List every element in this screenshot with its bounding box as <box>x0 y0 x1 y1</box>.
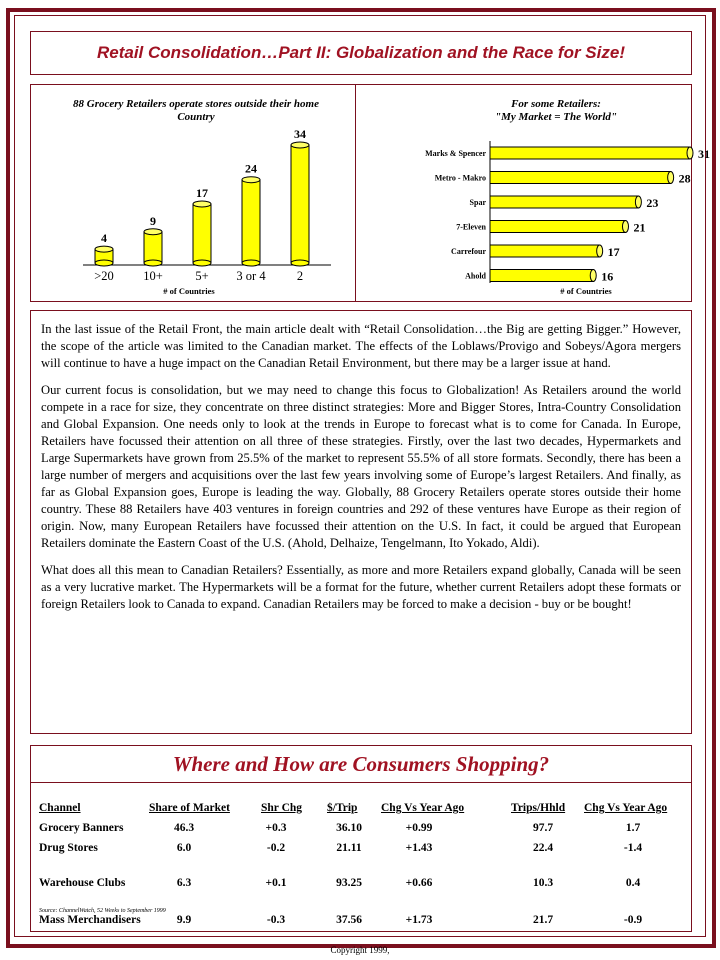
channel-cell: Drug Stores <box>39 842 98 854</box>
chart1-bar-base <box>193 260 211 266</box>
value-cell: -0.3 <box>266 914 286 926</box>
value-cell: +0.1 <box>265 877 287 889</box>
value-cell: +1.43 <box>405 842 433 854</box>
channel-cell: Warehouse Clubs <box>39 877 126 889</box>
chart2-tick-label: Metro - Makro <box>434 173 486 183</box>
value-cell: -0.9 <box>623 914 643 926</box>
chart1-tick-label: 3 or 4 <box>236 269 266 283</box>
value-cell: -0.2 <box>266 842 286 854</box>
chart2-tick-label: Ahold <box>465 271 486 281</box>
chart2-bar-end <box>597 245 603 257</box>
chart1-bar-top <box>291 142 309 148</box>
value-cell: -1.4 <box>623 842 643 854</box>
table-title: Where and How are Consumers Shopping? <box>172 752 550 776</box>
header-channel: Channel <box>39 802 81 814</box>
value-cell: 9.9 <box>176 914 192 926</box>
header-chg-trip: Chg Vs Year Ago <box>381 802 465 814</box>
chart1-title: 88 Grocery Retailers operate stores outside their home Country <box>73 98 319 123</box>
header-trip: $/Trip <box>327 802 358 814</box>
chart1-svg <box>31 85 353 301</box>
chart1-tick-label: 5+ <box>195 269 209 283</box>
article-paragraph: Our current focus is consolidation, but we may need to change this focus to Globalization! As Retailers around the world compete in a race for size, they concentrate on three distinct strategies: More and Bigger Stores, Intra-Country Consolidation and Global Expansion. One needs only to look at the trends in Europe to forecast what is to come for Canada. In Europe, Retailers have focussed their attention on all three of these strategies. Firstly, over the last two decades, Hypermarkets and Large Supermarkets have grown from 25.5% of the market to represent 55.5% of all store formats. Secondly, there has been a large number of mergers and acquisitions over the last few years involving some of Europe’s largest Retailers. And finally, as far as Global Expansion goes, Europe is leading the way. Globally, 88 Grocery Retailers operate stores outside their home country. These 88 Retailers have 403 ventures in foreign countries and 292 of these ventures have Europe as their region of origin. Now, many European Retailers have focussed their attention on the U.S. In fact, it could be argued that European Retailers dominate the Eastern Coast of the U.S. (Ahold, Delhaize, Tengelmann, Ito Yokado, Aldi). <box>41 383 681 550</box>
channel-cell: Mass Merchandisers <box>39 914 141 926</box>
value-cell: 21.11 <box>336 842 362 854</box>
value-cell: 22.4 <box>532 842 554 854</box>
chart2-bar-body <box>490 172 671 184</box>
page-title: Retail Consolidation…Part II: Globalization and the Race for Size! <box>96 43 625 62</box>
chart2-svg <box>356 85 710 301</box>
chart1-data-label: 34 <box>294 127 306 141</box>
chart2-bar <box>490 245 603 257</box>
chart1-data-label: 24 <box>245 161 257 176</box>
chart2-bar-end <box>590 270 596 282</box>
title-panel <box>30 31 692 75</box>
chart2-bar-end <box>687 147 693 159</box>
chart2-data-label: 16 <box>601 269 614 284</box>
table-row <box>31 842 691 858</box>
value-cell: 10.3 <box>532 877 554 889</box>
charts-panel <box>30 84 710 302</box>
chart2-title: For some Retailers: "My Market = The World" <box>495 98 617 123</box>
chart2-tick-label: Spar <box>469 198 486 207</box>
chart1-bar-top <box>95 246 113 252</box>
value-cell: 36.10 <box>336 822 362 834</box>
chart1-bar <box>291 142 309 266</box>
chart2-bar <box>490 172 674 184</box>
article-panel <box>30 310 692 734</box>
chart1-bar <box>144 229 162 266</box>
chart2-bar-end <box>668 172 674 184</box>
chart2-tick-label: Marks & Spencer <box>425 149 486 158</box>
channel-cell: Grocery Banners <box>39 822 124 834</box>
value-cell: +0.99 <box>405 822 433 834</box>
value-cell: +1.73 <box>405 914 433 926</box>
header-chg-trips: Chg Vs Year Ago <box>584 802 668 814</box>
chart2-bar <box>490 221 628 233</box>
chart1-bar-body <box>193 204 211 263</box>
article-paragraph: What does all this mean to Canadian Retailers? Essentially, as more and more Retailers expand globally, Canada will be seen as a very lucrative market. The Hypermarkets will be a format for the future, whether current Retailers adopt these formats or foreign Retailers look to Canada to expand. Canadian Retailers may be forced to make a decision - buy or be bought! <box>41 563 681 611</box>
chart2-bar-body <box>490 196 638 208</box>
chart1-tick-label: 2 <box>296 269 304 283</box>
table-panel <box>30 745 692 932</box>
chart1-bar-base <box>291 260 309 266</box>
chart1-bar-top <box>193 201 211 207</box>
value-cell: +0.66 <box>405 877 433 889</box>
value-cell: 46.3 <box>173 822 195 834</box>
chart2-bar <box>490 196 641 208</box>
chart1-x-label: # of Countries <box>163 286 215 296</box>
chart2-bar-body <box>490 221 625 233</box>
value-cell: 0.4 <box>625 877 641 889</box>
table-row <box>31 877 691 893</box>
table-row <box>31 914 691 930</box>
chart1-bar <box>95 246 113 266</box>
chart2-x-label: # of Countries <box>560 286 612 296</box>
chart2-data-label: 28 <box>678 171 691 186</box>
chart2-bar <box>490 270 596 282</box>
chart1-bar-base <box>144 260 162 266</box>
copyright: Copyright 1999, <box>330 945 390 955</box>
chart1-data-label: 9 <box>150 213 156 228</box>
table-header-row <box>31 802 691 818</box>
value-cell: 21.7 <box>532 914 554 926</box>
chart1-tick-label: 10+ <box>143 269 163 283</box>
value-cell: 6.3 <box>176 877 192 889</box>
chart2-bar <box>490 147 693 159</box>
chart2-bar-body <box>490 270 593 282</box>
value-cell: 97.7 <box>532 822 554 834</box>
chart2-data-label: 23 <box>646 196 659 210</box>
article-paragraph: In the last issue of the Retail Front, the main article dealt with “Retail Consolidation…the Big are getting Bigger.” However, the scope of the article was limited to the Canadian market. The effects of the Loblaws/Provigo and Sobeys/Agora mergers will continue to have a huge impact on the Canadian Retail Environment, but there may be a larger issue at hand. <box>41 322 681 370</box>
chart1-bar <box>242 177 260 266</box>
value-cell: 37.56 <box>336 914 362 926</box>
chart1-bar-top <box>242 177 260 183</box>
value-cell: 93.25 <box>336 877 362 889</box>
chart1-bar-top <box>144 229 162 235</box>
header-shr-chg: Shr Chg <box>261 802 303 814</box>
chart1-data-label: 17 <box>196 186 208 200</box>
table-row <box>31 822 691 838</box>
chart1-bar-body <box>242 180 260 263</box>
article-body <box>41 321 681 623</box>
chart1-bar-base <box>242 260 260 266</box>
chart2-data-label: 21 <box>633 220 646 235</box>
chart2-tick-label: Carrefour <box>451 247 486 256</box>
chart1-bar <box>193 201 211 266</box>
chart1-bar-base <box>95 260 113 266</box>
chart2-tick-label: 7-Eleven <box>456 222 486 232</box>
chart1-bar-body <box>144 232 162 263</box>
chart2-bar-end <box>622 221 628 233</box>
value-cell: +0.3 <box>265 822 287 834</box>
chart1-bar-body <box>291 145 309 263</box>
chart1-tick-label: >20 <box>94 269 114 283</box>
header-trips-hhld: Trips/Hhld <box>511 802 566 814</box>
value-cell: 6.0 <box>176 842 192 854</box>
header-share: Share of Market <box>149 802 230 814</box>
chart1-data-label: 4 <box>101 231 107 246</box>
chart2-data-label: 17 <box>607 245 620 259</box>
chart2-data-label: 31 <box>698 147 710 161</box>
chart2-bar-body <box>490 245 600 257</box>
value-cell: 1.7 <box>625 822 641 834</box>
chart2-bar-end <box>635 196 641 208</box>
chart2-bar-body <box>490 147 690 159</box>
source-note: Source: ChannelWatch, 52 Weeks to September 1999 <box>39 908 166 914</box>
table-divider <box>31 782 691 783</box>
